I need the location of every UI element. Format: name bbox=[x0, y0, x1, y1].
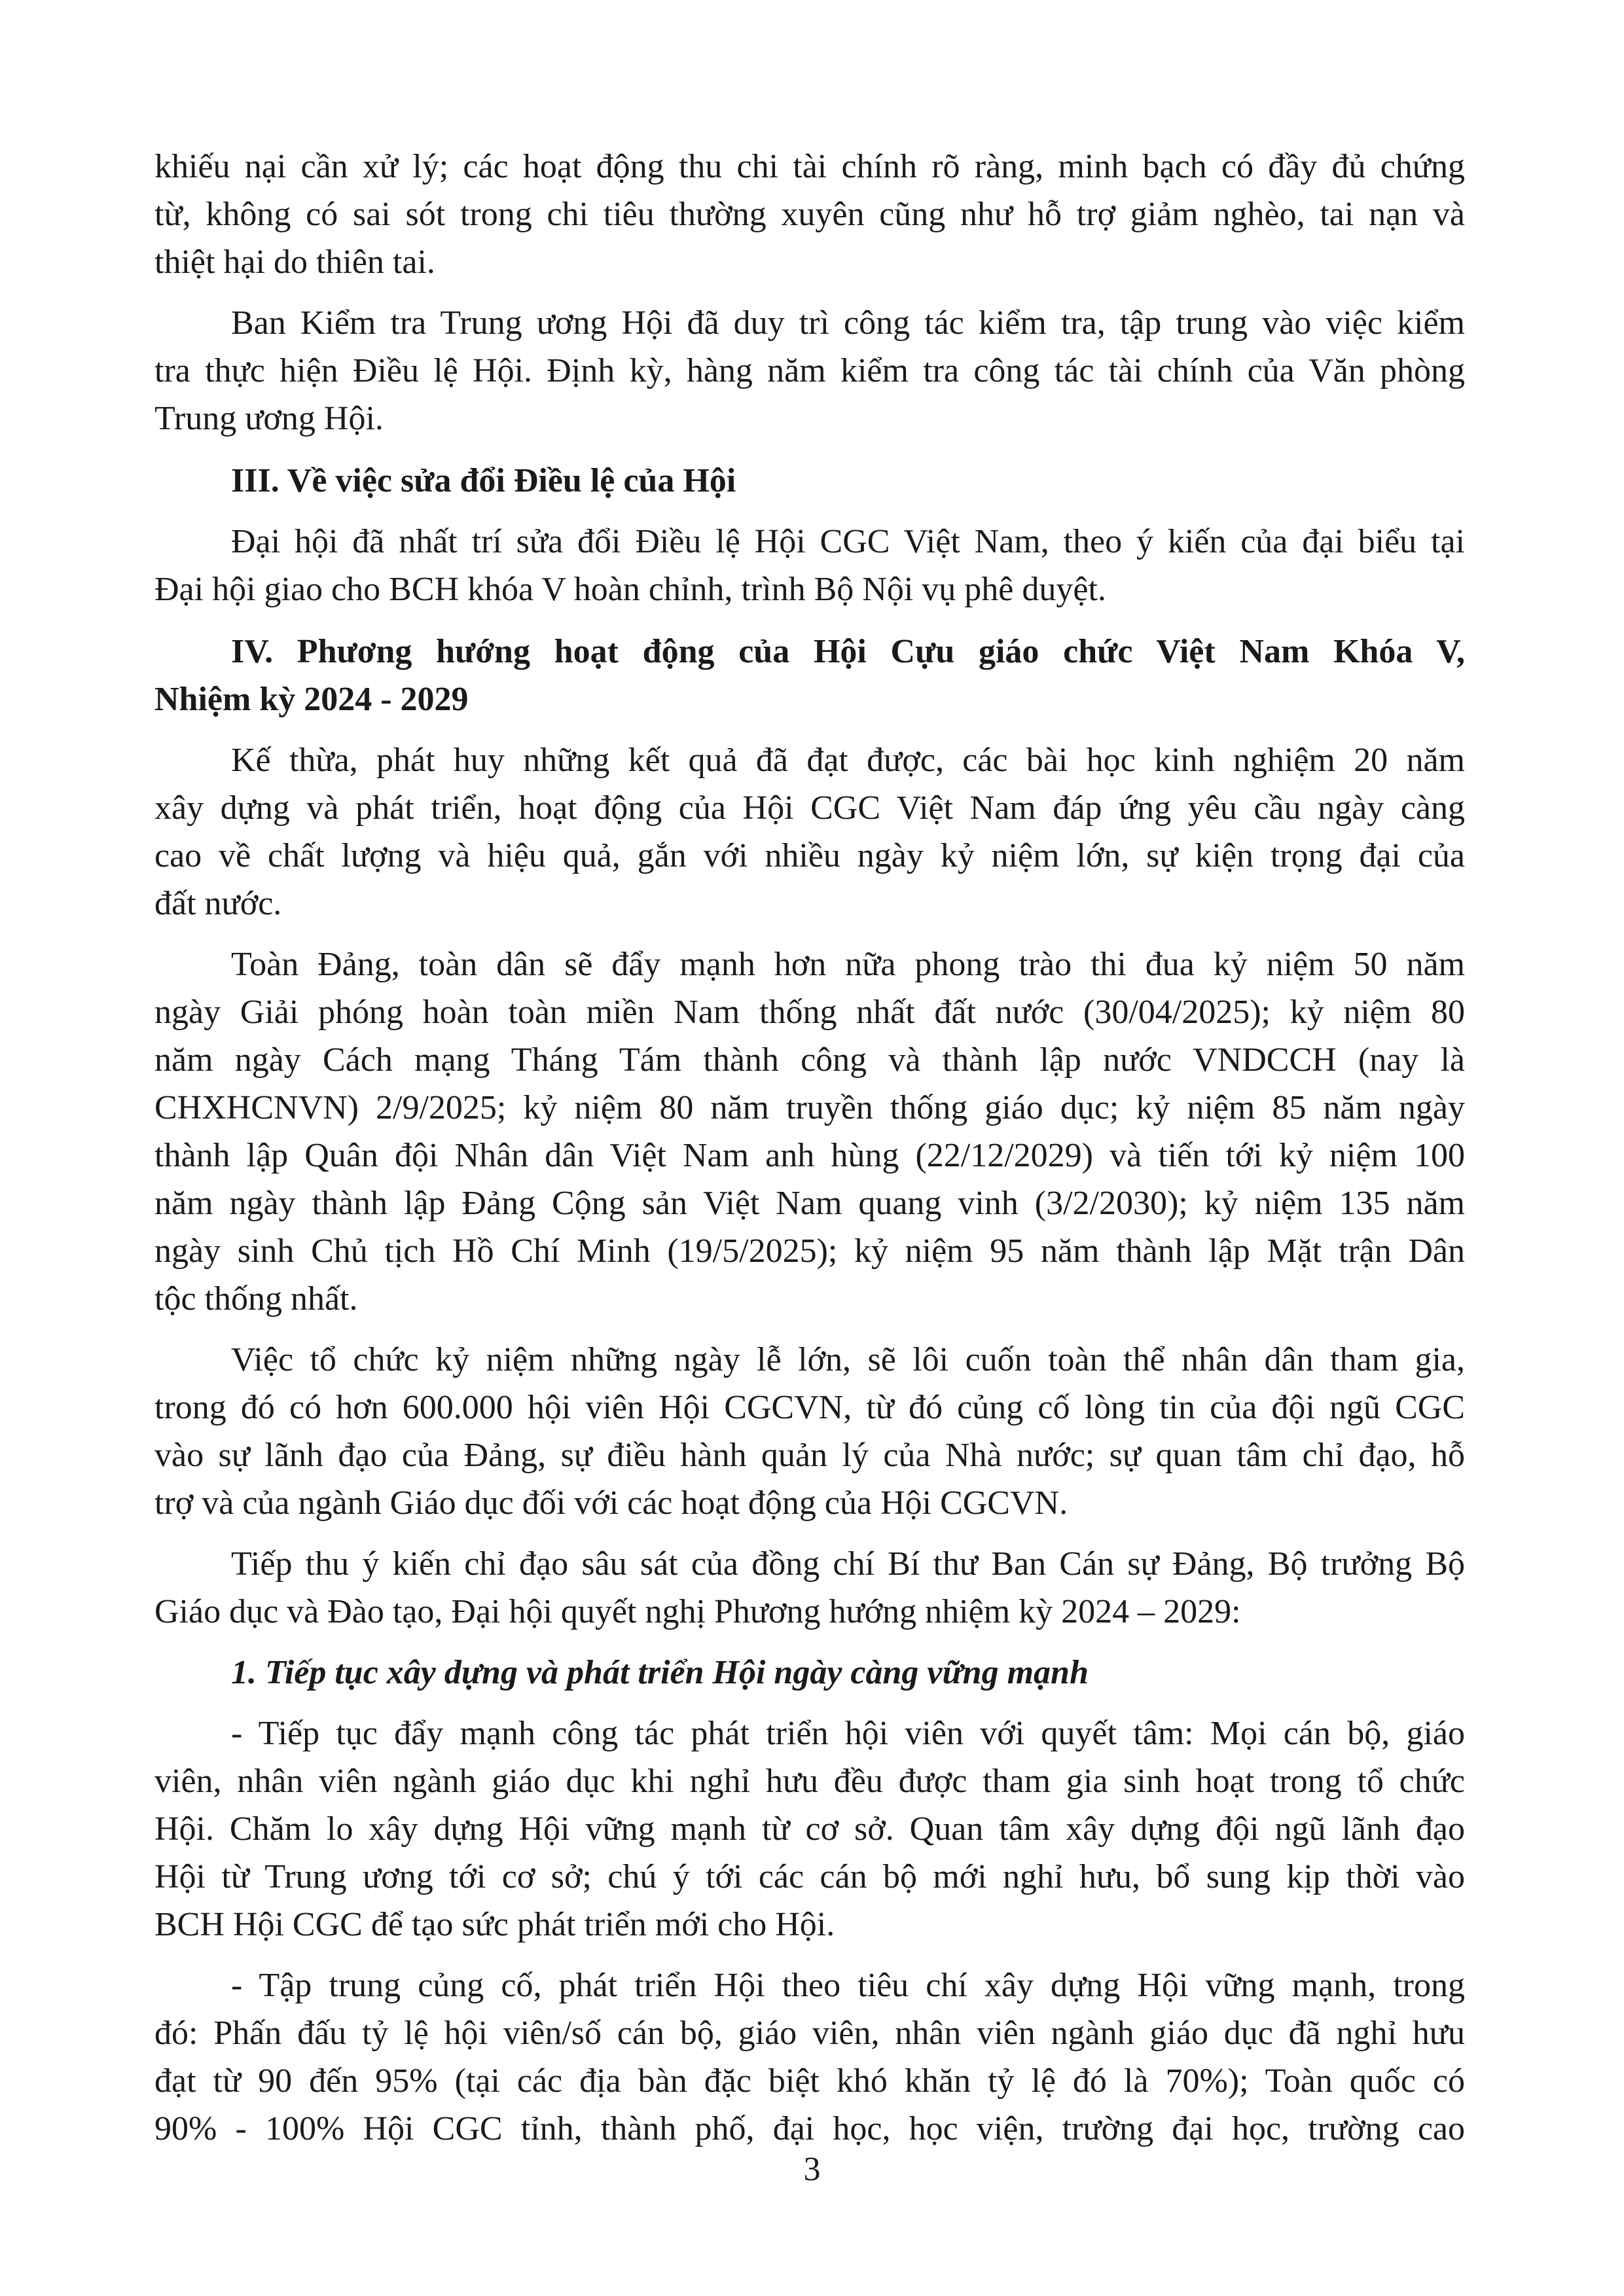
text-line: Toàn Đảng, toàn dân sẽ đẩy mạnh hơn nữa phong trào thi đua kỷ niệm 50 năm bbox=[231, 946, 1465, 983]
section-heading bbox=[154, 457, 1465, 505]
text-line: - Tập trung củng cố, phát triển Hội theo tiêu chí xây dựng Hội vững mạnh, trong bbox=[231, 1967, 1465, 2004]
paragraph bbox=[154, 143, 1465, 286]
text-line: trợ và của ngành Giáo dục đối với các hoạt động của Hội CGCVN. bbox=[154, 1484, 1068, 1522]
text-line: cao về chất lượng và hiệu quả, gắn với nhiều ngày kỷ niệm lớn, sự kiện trọng đại của bbox=[154, 837, 1465, 874]
text-line: năm ngày Cách mạng Tháng Tám thành công và thành lập nước VNDCCH (nay là bbox=[154, 1041, 1465, 1079]
text-line: viên, nhân viên ngành giáo dục khi nghỉ hưu đều được tham gia sinh hoạt trong tổ chức bbox=[154, 1763, 1465, 1800]
text-line: IV. Phương hướng hoạt động của Hội Cựu giáo chức Việt Nam Khóa V, bbox=[231, 633, 1465, 670]
text-line: từ, không có sai sót trong chi tiêu thường xuyên cũng như hỗ trợ giảm nghèo, tai nạn và bbox=[154, 196, 1465, 233]
text-line: - Tiếp tục đẩy mạnh công tác phát triển hội viên với quyết tâm: Mọi cán bộ, giáo bbox=[231, 1715, 1465, 1752]
text-line: 1. Tiếp tục xây dựng và phát triển Hội ngày càng vững mạnh bbox=[231, 1654, 1089, 1691]
text-line: đó: Phấn đấu tỷ lệ hội viên/số cán bộ, giáo viên, nhân viên ngành giáo dục đã nghỉ hưu bbox=[154, 2015, 1465, 2052]
text-line: ngày Giải phóng hoàn toàn miền Nam thống nhất đất nước (30/04/2025); kỷ niệm 80 bbox=[154, 994, 1465, 1031]
text-line: Hội. Chăm lo xây dựng Hội vững mạnh từ cơ sở. Quan tâm xây dựng đội ngũ lãnh đạo bbox=[154, 1810, 1465, 1848]
text-line: thiệt hại do thiên tai. bbox=[154, 243, 435, 281]
text-line: Trung ương Hội. bbox=[154, 400, 384, 437]
text-line: Đại hội giao cho BCH khóa V hoàn chỉnh, trình Bộ Nội vụ phê duyệt. bbox=[154, 571, 1106, 608]
text-line: đất nước. bbox=[154, 885, 282, 922]
text-line: 90% - 100% Hội CGC tỉnh, thành phố, đại học, học viện, trường đại học, trường cao bbox=[154, 2110, 1465, 2147]
paragraph bbox=[154, 299, 1465, 442]
text-line: Hội từ Trung ương tới cơ sở; chú ý tới các cán bộ mới nghỉ hưu, bổ sung kịp thời vào bbox=[154, 1858, 1465, 1895]
text-line: tra thực hiện Điều lệ Hội. Định kỳ, hàng năm kiểm tra công tác tài chính của Văn phòng bbox=[154, 352, 1465, 389]
text-line: Ban Kiểm tra Trung ương Hội đã duy trì công tác kiểm tra, tập trung vào việc kiểm bbox=[231, 304, 1465, 342]
text-line: xây dựng và phát triển, hoạt động của Hội CGC Việt Nam đáp ứng yêu cầu ngày càng bbox=[154, 789, 1465, 827]
text-line: CHXHCNVN) 2/9/2025; kỷ niệm 80 năm truyền thống giáo dục; kỷ niệm 85 năm ngày bbox=[154, 1089, 1465, 1126]
text-line: III. Về việc sửa đổi Điều lệ của Hội bbox=[231, 462, 736, 499]
text-line: thành lập Quân đội Nhân dân Việt Nam anh hùng (22/12/2029) và tiến tới kỷ niệm 100 bbox=[154, 1137, 1465, 1174]
text-line: Đại hội đã nhất trí sửa đổi Điều lệ Hội CGC Việt Nam, theo ý kiến của đại biểu tại bbox=[231, 523, 1465, 560]
text-line: đạt từ 90 đến 95% (tại các địa bàn đặc biệt khó khăn tỷ lệ đó là 70%); Toàn quốc có bbox=[154, 2062, 1465, 2100]
text-line: ngày sinh Chủ tịch Hồ Chí Minh (19/5/2025); kỷ niệm 95 năm thành lập Mặt trận Dân bbox=[154, 1232, 1465, 1270]
text-line: trong đó có hơn 600.000 hội viên Hội CGCVN, từ đó củng cố lòng tin của đội ngũ CGC bbox=[154, 1389, 1465, 1426]
page-number: 3 bbox=[803, 2151, 821, 2188]
section-heading bbox=[154, 628, 1465, 723]
paragraph bbox=[154, 1962, 1465, 2153]
paragraph bbox=[154, 941, 1465, 1323]
paragraph bbox=[154, 1540, 1465, 1636]
text-line: vào sự lãnh đạo của Đảng, sự điều hành quản lý của Nhà nước; sự quan tâm chỉ đạo, hỗ bbox=[154, 1437, 1465, 1474]
paragraph bbox=[154, 1336, 1465, 1527]
text-line: Việc tổ chức kỷ niệm những ngày lễ lớn, sẽ lôi cuốn toàn thể nhân dân tham gia, bbox=[231, 1341, 1465, 1378]
paragraph bbox=[154, 518, 1465, 613]
paragraph bbox=[154, 736, 1465, 927]
subsection-heading bbox=[154, 1649, 1465, 1696]
text-line: tộc thống nhất. bbox=[154, 1280, 358, 1318]
page-body bbox=[154, 143, 1465, 2153]
text-line: khiếu nại cần xử lý; các hoạt động thu chi tài chính rõ ràng, minh bạch có đầy đủ chứng bbox=[154, 148, 1465, 185]
text-line: Giáo dục và Đào tạo, Đại hội quyết nghị Phương hướng nhiệm kỳ 2024 – 2029: bbox=[154, 1593, 1241, 1630]
text-line: Tiếp thu ý kiến chỉ đạo sâu sát của đồng chí Bí thư Ban Cán sự Đảng, Bộ trưởng Bộ bbox=[231, 1545, 1465, 1583]
text-line: BCH Hội CGC để tạo sức phát triển mới cho Hội. bbox=[154, 1906, 835, 1943]
text-line: năm ngày thành lập Đảng Cộng sản Việt Nam quang vinh (3/2/2030); kỷ niệm 135 năm bbox=[154, 1185, 1465, 1222]
text-line: Kế thừa, phát huy những kết quả đã đạt được, các bài học kinh nghiệm 20 năm bbox=[231, 742, 1465, 779]
text-line: Nhiệm kỳ 2024 - 2029 bbox=[154, 681, 469, 718]
paragraph bbox=[154, 1710, 1465, 1948]
